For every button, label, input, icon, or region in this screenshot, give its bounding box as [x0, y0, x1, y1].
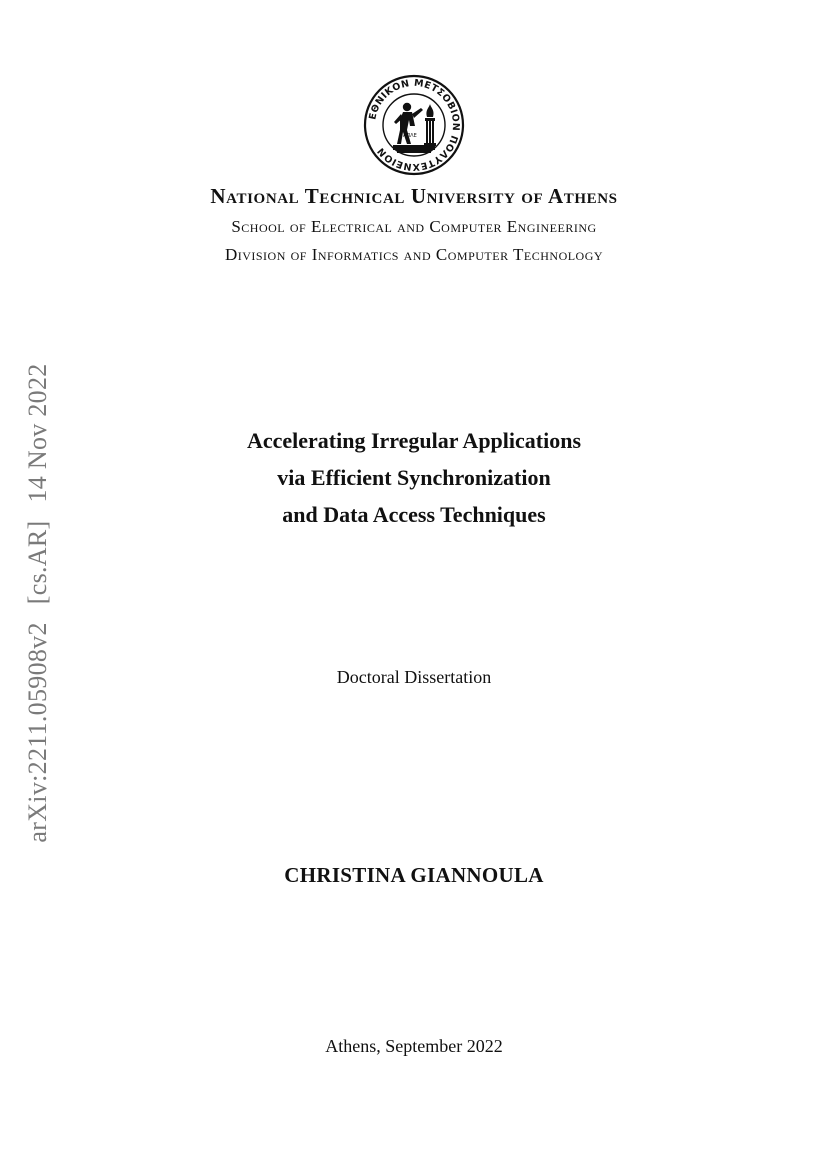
university-name: National Technical University of Athens: [210, 184, 618, 208]
arxiv-category: [cs.AR]: [23, 520, 52, 605]
document-type: Doctoral Dissertation: [336, 667, 492, 687]
university-seal-logo: [363, 74, 465, 176]
arxiv-identifier: arXiv:2211.05908v2: [23, 622, 52, 843]
seal-inscription: ΕΘΝΙΚΟΝ ΜΕΤΣΟΒΙΟΝ ΠΟΛΥΤΕΧΝΕΙΟΝ: [367, 77, 462, 173]
title-line: via Efficient Synchronization: [277, 465, 551, 490]
seal-monogram: ΑΠΛΕ: [403, 133, 417, 139]
division-name: Division of Informatics and Computer Technology: [224, 245, 604, 264]
author-name: CHRISTINA GIANNOULA: [284, 863, 544, 887]
school-name: School of Electrical and Computer Engineering: [231, 217, 597, 236]
place-date: Athens, September 2022: [325, 1036, 503, 1056]
title-line: and Data Access Techniques: [282, 502, 546, 527]
title-line: Accelerating Irregular Applications: [246, 428, 582, 453]
arxiv-date: 14 Nov 2022: [23, 363, 52, 503]
thesis-title: [0, 422, 828, 533]
